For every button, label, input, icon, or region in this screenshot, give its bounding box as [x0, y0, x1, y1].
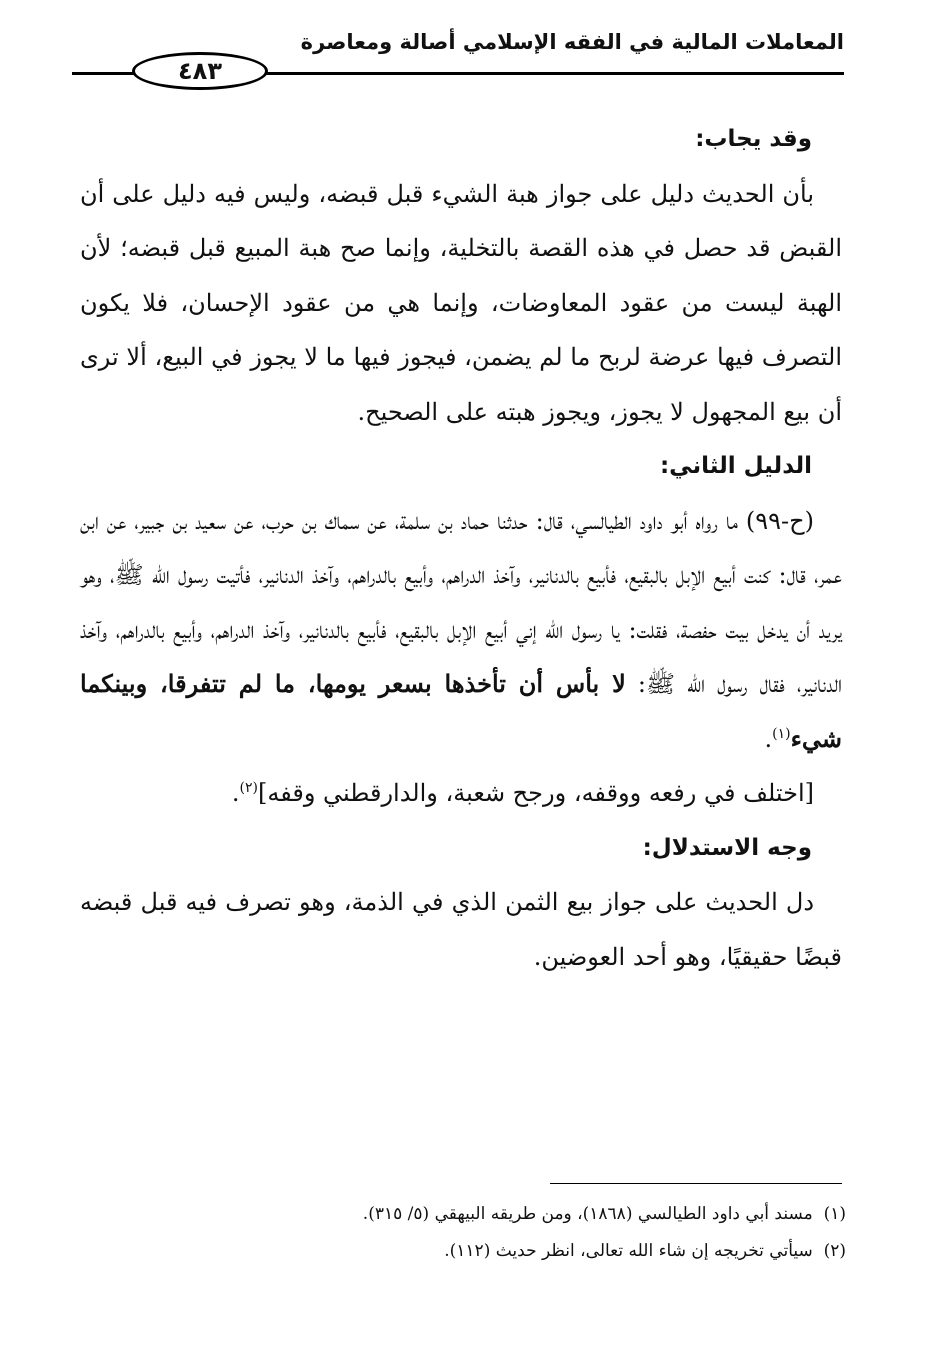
footnote-marker: (١) [823, 1204, 846, 1224]
footnote-1 [86, 1196, 846, 1233]
reply-paragraph: بأن الحديث دليل على جواز هبة الشيء قبل قبضه، وليس فيه دليل على أن القبض قد حصل في هذه القصة بالتخلية، وإنما صح هبة المبيع قبل قبضه؛ لأن الهبة ليست من عقود المعاوضات، وإنما هي من عقود الإحسان، فلا يكون التصرف فيها عرضة لربح ما لم يضمن، فيجوز فيها ما لا يجوز في البيع، ألا ترى أن بيع المجهول لا يجوز، ويجوز هبته على الصحيح. [80, 179, 843, 426]
page-number: ٤٨٣ [132, 52, 268, 90]
footnote-text: مسند أبي داود الطيالسي (١٨٦٨)، ومن طريقه البيهقي (٥/ ٣١٥). [362, 1204, 813, 1224]
footnote-2 [86, 1233, 846, 1270]
page-header [72, 28, 844, 98]
main-content [80, 112, 842, 984]
footnote-text: سيأتي تخريجه إن شاء الله تعالى، انظر حديث (١١٢). [444, 1241, 813, 1261]
hadith-quote: لا بأس أن تأخذها بسعر يومها، ما لم تتفرقا، وبينكما شيء [80, 669, 842, 753]
second-evidence-heading: الدليل الثاني: [659, 453, 812, 479]
reply-heading: وقد يجاب: [695, 126, 812, 152]
book-title: المعاملات المالية في الفقه الإسلامي أصالة ومعاصرة [300, 30, 844, 54]
footnote-divider [550, 1183, 842, 1184]
footnote-marker: (٢) [823, 1241, 846, 1261]
bracket-note [80, 766, 842, 821]
bracket-end: . [231, 779, 240, 807]
bracket-note-text: [اختلف في رفعه ووقفه، ورجح شعبة، والدارقطني وقفه] [257, 779, 814, 807]
inference-paragraph: دل الحديث على جواز بيع الثمن الذي في الذمة، وهو تصرف فيه قبل قبضه قبضًا حقيقيًا، وهو أحد العوضين. [80, 888, 842, 971]
hadith-end: . [764, 724, 773, 753]
hadith-paragraph [80, 494, 842, 767]
footnote-ref-2[interactable]: (٢) [239, 780, 258, 796]
hadith-intro: (ح-٩٩) ما رواه أبو داود الطيالسي، قال: حدثنا حماد بن سلمة، عن سماك بن حرب، عن سعيد بن جبير، عن ابن عمر، قال: كنت أبيع الإبل بالبقيع، فأبيع بالدنانير، وآخذ الدراهم، وأبيع بالدراهم، وآخذ الدنانير، فأتيت رسول الله ﷺ، وهو يريد أن يدخل بيت حفصة، فقلت: يا رسول الله إني أبيع الإبل بالبقيع، فأبيع بالدنانير، وآخذ الدراهم، وأبيع بالدراهم، وآخذ الدنانير، فقال رسول الله ﷺ: [80, 506, 843, 698]
footnote-ref-1[interactable]: (١) [772, 725, 791, 742]
inference-heading: وجه الاستدلال: [642, 834, 812, 861]
footnotes [86, 1196, 846, 1270]
